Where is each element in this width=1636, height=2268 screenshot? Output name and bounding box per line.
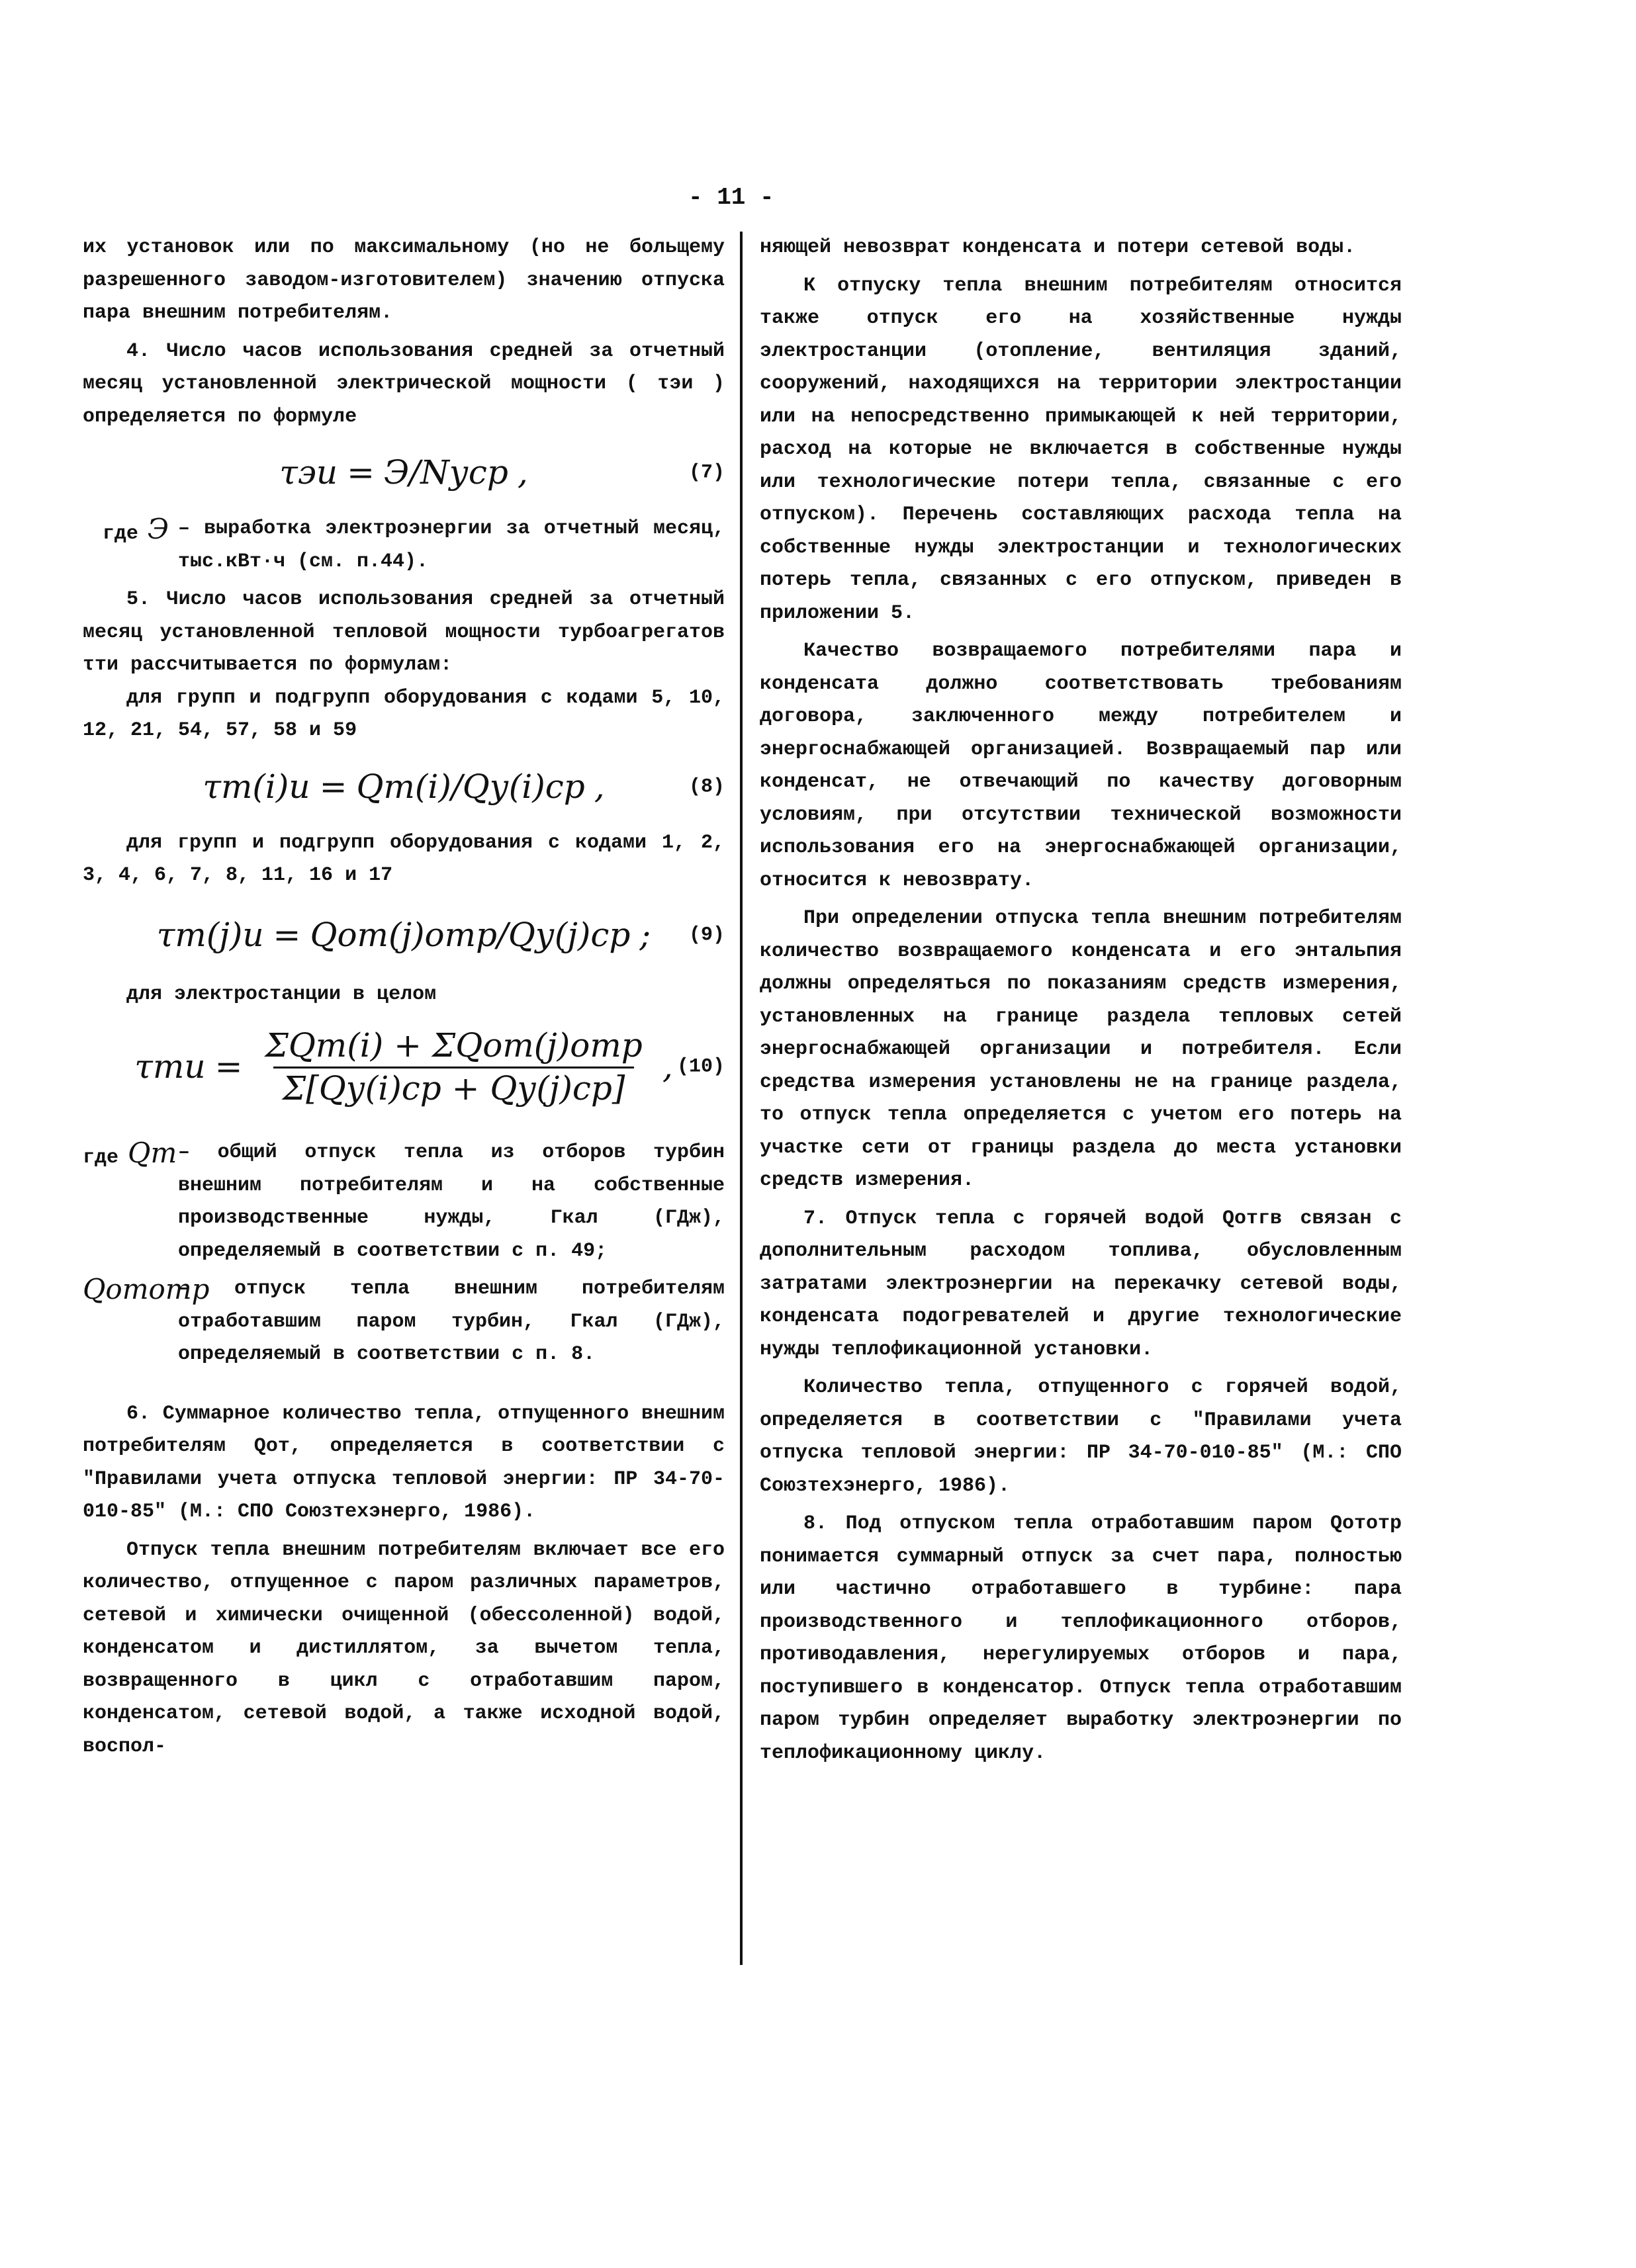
paragraph-measurement: При определении отпуска тепла внешним потребителям количество возвращаемого конденсата и его энтальпия должны определяться по показаниям средств измерения, установленных на границе раздела тепловых сетей энергоснабжающей организации и потребителя. Если средства измерения установлены не на границе раздела, то отпуск тепла определяется с учетом его потерь на участке сети от границы раздела до места установки средств измерения. xyxy=(760,907,1402,1192)
paragraph-economic-needs: К отпуску тепла внешним потребителям относится также отпуск его на хозяйственные нужды электростанции (отопление, вентиляция зданий, сооружений, находящихся на территории электростанции или на непосредственно примыкающей к ней территории, расход на которые не включается в собственные нужды или технологические потери тепла, связанные с его отпуском). Перечень составляющих расхода тепла на собственные нужды электростанции и технологических потерь тепла, связанных с его отпуском, приведен в приложении 5. xyxy=(760,274,1402,625)
paragraph-plant-total: для электростанции в целом xyxy=(126,982,437,1006)
formula-10: τти = $\frac{\text{ΣQт(i) + ΣQот(j)отр}}{\Sigma[Qу(i)ср + Qу(j)ср]}$ , (10) xyxy=(134,1026,725,1108)
formula-8: τт(i)и = Qт(i)/Qу(i)ср , (8) xyxy=(203,767,725,806)
paragraph-groups-b: для групп и подгрупп оборудования с кодами 1, 2, 3, 4, 6, 7, 8, 11, 16 и 17 xyxy=(83,831,725,887)
paragraph-item-8: 8. Под отпуском тепла отработавшим паром Qототр понимается суммарный отпуск за счет пара, полностью или частично отработавшего в турбине: пара производственного и теплофикационного отборов, противодавления, нерегулируемых отборов и пара, поступившего в конденсатор. Отпуск тепла отработавшим паром турбин определяет выработку электроэнергии по теплофикационному циклу. xyxy=(760,1512,1402,1765)
paragraph-continued: их установок или по максимальному (но не больщему разрешенного заводом-изготовителем) значению отпуска пара внешним потребителям. xyxy=(83,236,725,324)
formula-8-lhs: τт(i)и xyxy=(203,767,310,806)
paragraph-continued-right: няющей невозврат конденсата и потери сетевой воды. xyxy=(760,236,1356,259)
column-divider xyxy=(740,232,743,1965)
formula-9-lhs: τт(j)и xyxy=(156,915,264,954)
paragraph-item-6: 6. Суммарное количество тепла, отпущенного внешним потребителям Qот, определяется в соответствии с "Правилами учета отпуска тепловой энергии: ПР 34-70-010-85" (М.: СПО Союзтехэнерго, 1986). xyxy=(83,1402,725,1523)
formula-10-number: (10) xyxy=(676,1055,725,1078)
formula-10-fraction xyxy=(255,1026,651,1108)
formula-7-rhs: Э/Nуср xyxy=(384,453,508,492)
paragraph-quality: Качество возвращаемого потребителями пара и конденсата должно соответствовать требованиям договора, заключенного между потребителем и энергоснабжающей организацией. Возвращаемый пар или конденсат, не отвечающий по качеству договорным условиям, при отсутствии технической возможности использования его на энергоснабжающей организации, относится к невозврату. xyxy=(760,640,1402,892)
definition-qt: где Qт – общий отпуск тепла из отборов турбин внешним потребителям и на собственные производственные нужды, Гкал (ГДж), определяемый в соответствии с п. 49; xyxy=(83,1137,725,1262)
paragraph-item-7: 7. Отпуск тепла с горячей водой Qотгв связан с дополнительным расходом топлива, обусловленным затратами электроэнергии на перекачку сетевой воды, конденсата подогревателей и другие технологические нужды теплофикационной установки. xyxy=(760,1207,1402,1361)
paragraph-item-4: 4. Число часов использования средней за отчетный месяц установленной электрической мощности ( τэи ) определяется по формуле xyxy=(83,339,725,428)
definition-qot-otr: Qототр – отпуск тепла внешним потребителям отработавшим паром турбин, Гкал (ГДж), определяемый в соответствии с п. 8. xyxy=(83,1273,725,1366)
definition-energy: где Э – выработка электроэнергии за отчетный месяц, тыс.кВт·ч (см. п.44). xyxy=(102,513,725,573)
formula-9-number: (9) xyxy=(688,923,725,946)
formula-7-number: (7) xyxy=(688,461,725,484)
formula-10-denominator: Σ[Qу(i)ср + Qу(j)ср] xyxy=(273,1067,635,1106)
paragraph-groups-a: для групп и подгрупп оборудования с кодами 5, 10, 12, 21, 54, 57, 58 и 59 xyxy=(83,686,725,742)
paragraph-item-7-continued: Количество тепла, отпущенного с горячей водой, определяется в соответствии с "Правилами учета отпуска тепловой энергии: ПР 34-70-010-85" (М.: СПО Союзтехэнерго, 1986). xyxy=(760,1376,1402,1497)
formula-8-number: (8) xyxy=(688,775,725,798)
paragraph-item-6-continued: Отпуск тепла внешним потребителям включает все его количество, отпущенное с паром различных параметров, сетевой и химически очищенной (обессоленной) водой, конденсатом и дистиллятом, за вычетом тепла, возвращенного в цикл с отработавшим паром, конденсатом, сетевой водой, а также исходной водой, воспол- xyxy=(83,1538,725,1758)
paragraph-item-5: 5. Число часов использования средней за отчетный месяц установленной тепловой мощности турбоагрегатов τти рассчитывается по формулам: xyxy=(83,588,725,676)
formula-7-lhs: τэи xyxy=(279,453,338,492)
formula-9-rhs: Qот(j)отр/Qу(j)ср xyxy=(310,915,631,954)
formula-7: τэи = Э/Nуср , (7) xyxy=(279,453,725,492)
formula-10-lhs: τти xyxy=(134,1047,206,1086)
page-number: - 11 - xyxy=(688,184,774,211)
formula-8-rhs: Qт(i)/Qу(i)ср xyxy=(356,767,585,806)
left-column xyxy=(83,232,725,1763)
right-column xyxy=(760,232,1402,1770)
formula-10-numerator: ΣQт(i) + ΣQот(j)отр xyxy=(265,1026,643,1065)
formula-9: τт(j)и = Qот(j)отр/Qу(j)ср ; (9) xyxy=(156,915,725,954)
